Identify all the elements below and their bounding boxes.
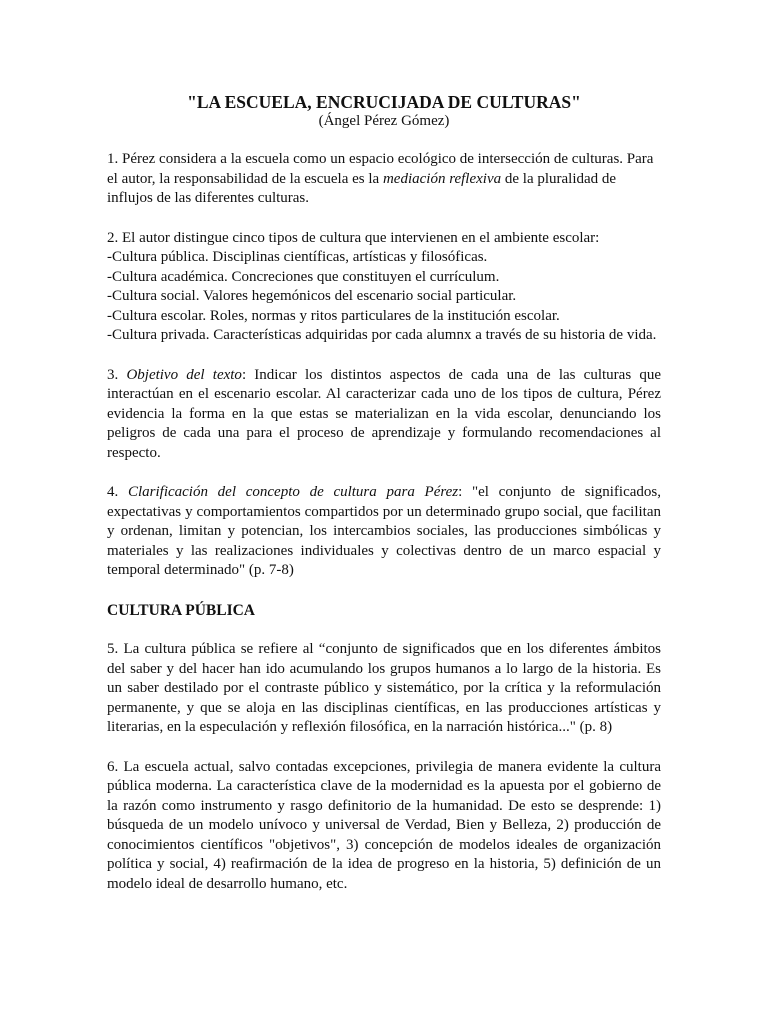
document-title: "LA ESCUELA, ENCRUCIJADA DE CULTURAS" (187, 92, 581, 112)
paragraph-2 (107, 229, 661, 346)
paragraph-4 (107, 483, 661, 581)
section-heading-cultura-publica: CULTURA PÚBLICA (107, 601, 255, 619)
document-body (107, 150, 661, 914)
paragraph-3-text: : Indicar los distintos aspectos de cada una de las culturas que interactúan en el escenario escolar. Al caracterizar cada uno de los tipos de cultura, Pérez evidencia la forma en la que estas se materializan en la vida escolar, denunciando los peligros de cada una para el proceso de aprendizaje y formulando recomendaciones al respecto. (107, 366, 661, 461)
document-author: (Ángel Pérez Gómez) (318, 113, 450, 129)
paragraph-4-emphasis: Clarificación del concepto de cultura para Pérez (127, 484, 459, 500)
paragraph-1 (107, 150, 661, 209)
paragraph-3-number: 3. (107, 366, 127, 383)
paragraph-5: 5. La cultura pública se refiere al “conjunto de significados que en los diferentes ámbitos del saber y del hacer han ido acumulando los grupos humanos a lo largo de la historia. Es un saber destilado por el contraste público y sistemático, por la crítica y la reformulación permanente, y que se aloja en las disciplinas científicas, en las producciones artísticas y literarias, en la especulación y reflexión filosófica, en la narración histórica..." (p. 8) (107, 641, 661, 735)
culture-type-item: -Cultura privada. Características adquiridas por cada alumnx a través de su historia de vida. (107, 327, 657, 343)
culture-type-item: -Cultura académica. Concreciones que constituyen el currículum. (107, 268, 500, 285)
culture-type-item: -Cultura escolar. Roles, normas y ritos particulares de la institución escolar. (107, 307, 560, 324)
paragraph-1-text-end: de la pluralidad de influjos de las diferentes culturas. (107, 170, 617, 206)
culture-type-item: -Cultura social. Valores hegemónicos del escenario social particular. (107, 288, 517, 304)
paragraph-1-emphasis: mediación reflexiva (382, 170, 502, 187)
paragraph-3-emphasis: Objetivo del texto (126, 366, 242, 383)
paragraph-2-intro: 2. El autor distingue cinco tipos de cultura que intervienen en el ambiente escolar: (107, 229, 600, 246)
paragraph-4-number: 4. (107, 484, 128, 500)
paragraph-1-text-start: 1. Pérez considera a la escuela como un espacio ecológico de intersección de culturas. Para el autor, la responsabilidad de la escuela es la (107, 151, 654, 187)
paragraph-3 (107, 366, 661, 464)
paragraph-4-text: : "el conjunto de significados, expectativas y comportamientos compartidos por un determinado grupo social, que facilitan y ordenan, limitan y potencian, los intercambios sociales, las producciones simbólicas y materiales y las realizaciones individuales y colectivas dentro de un marco espacial y temporal determinado" (p. 7-8) (107, 484, 661, 578)
culture-type-item: -Cultura pública. Disciplinas científicas, artísticas y filosóficas. (107, 249, 488, 265)
paragraph-6: 6. La escuela actual, salvo contadas excepciones, privilegia de manera evidente la cultura pública moderna. La característica clave de la modernidad es la apuesta por el gobierno de la razón como instrumento y rasgo definitorio de la humanidad. De esto se desprende: 1) búsqueda de un modelo unívoco y universal de Verdad, Bien y Belleza, 2) producción de conocimientos científicos "objetivos", 3) concepción de modelos ideales de organización política y social, 4) reafirmación de la idea de progreso en la historia, 5) definición de un modelo ideal de desarrollo humano, etc. (107, 758, 661, 892)
